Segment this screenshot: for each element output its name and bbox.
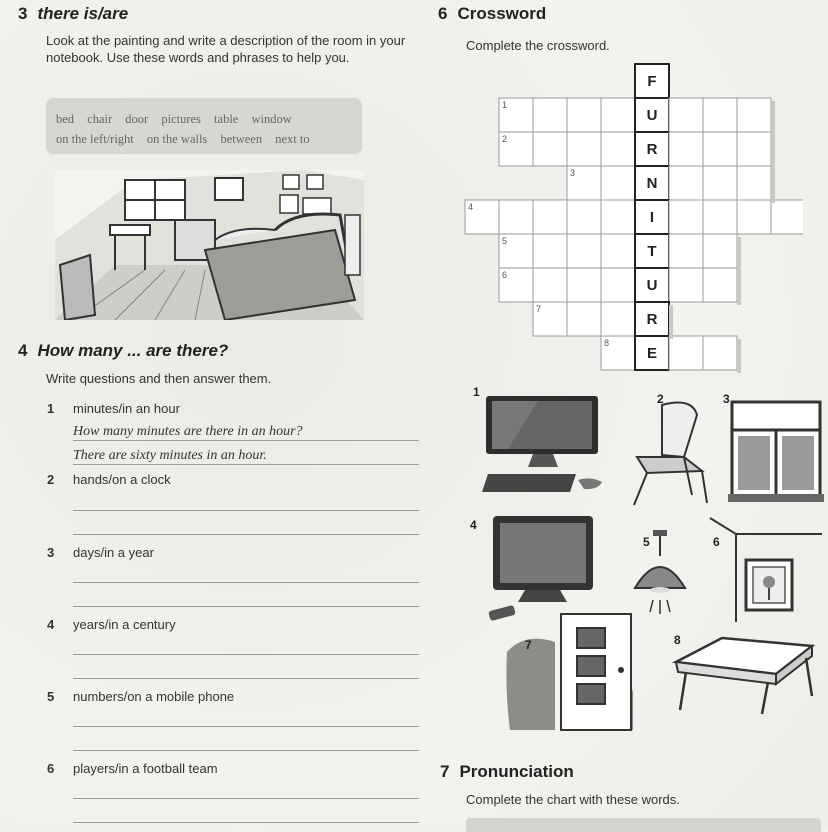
crossword-clue-number: 6	[502, 270, 508, 280]
crossword-cell[interactable]	[669, 132, 703, 166]
crossword-clue-number: 2	[502, 134, 508, 144]
crossword-cell[interactable]	[567, 234, 601, 268]
crossword-cell[interactable]	[703, 98, 737, 132]
answer-line	[73, 440, 419, 441]
crossword-cell[interactable]	[567, 200, 601, 234]
question-number: 1	[47, 401, 55, 416]
door-icon	[505, 612, 635, 732]
answer-line[interactable]	[73, 534, 419, 535]
word-chair: chair	[87, 112, 113, 126]
question-prompt: minutes/in an hour	[73, 401, 180, 416]
crossword-cell[interactable]	[771, 200, 803, 234]
table-icon	[672, 626, 822, 716]
crossword-cell[interactable]	[601, 98, 635, 132]
question-number: 3	[47, 545, 55, 560]
crossword-cell[interactable]	[737, 98, 771, 132]
crossword-cell[interactable]	[533, 268, 567, 302]
section-4-instruction: Write questions and then answer them.	[46, 371, 272, 386]
section-heading: Crossword	[457, 4, 547, 23]
crossword-grid	[463, 62, 803, 374]
question-number: 2	[47, 472, 55, 487]
picture-number: 6	[713, 535, 720, 549]
answer-question-text: How many minutes are there in an hour?	[73, 424, 303, 439]
crossword-cell[interactable]	[703, 166, 737, 200]
answer-line[interactable]	[73, 678, 419, 679]
question-item	[47, 617, 176, 632]
crossword-cell[interactable]	[567, 132, 601, 166]
section-6-title	[438, 4, 546, 24]
picture-chair	[622, 395, 717, 510]
answer-line[interactable]	[73, 582, 419, 583]
section-number: 4	[18, 341, 28, 360]
picture-wall-picture	[706, 514, 822, 624]
framed-picture-icon	[706, 514, 822, 624]
crossword-cell[interactable]	[499, 200, 533, 234]
crossword-clue-number: 7	[536, 304, 542, 314]
bedroom-painting-image	[55, 170, 364, 320]
crossword-letter: E	[646, 345, 658, 362]
question-prompt: hands/on a clock	[73, 472, 171, 487]
crossword-cells	[465, 64, 803, 373]
word-box	[46, 98, 362, 154]
crossword-cell[interactable]	[737, 200, 771, 234]
lamp-icon	[615, 528, 705, 623]
crossword-cell[interactable]	[567, 302, 601, 336]
answer-statement-text: There are sixty minutes in an hour.	[73, 448, 267, 463]
crossword-cell[interactable]	[567, 268, 601, 302]
crossword-shadow	[737, 237, 741, 271]
crossword-shadow	[737, 339, 741, 373]
section-number: 7	[440, 762, 450, 781]
question-prompt: players/in a football team	[73, 761, 218, 776]
section-7-instruction: Complete the chart with these words.	[466, 792, 680, 807]
crossword-cell[interactable]	[703, 268, 737, 302]
picture-lamp	[615, 528, 705, 623]
crossword-clue-number: 4	[468, 202, 474, 212]
crossword-shadow	[771, 101, 775, 135]
crossword-letter: R	[646, 311, 658, 328]
word-table: table	[214, 112, 239, 126]
question-prompt: years/in a century	[73, 617, 176, 632]
window-icon	[728, 398, 824, 504]
picture-number: 5	[643, 535, 650, 549]
crossword-shadow	[771, 169, 775, 203]
section-6-instruction: Complete the crossword.	[466, 38, 610, 53]
question-item	[47, 401, 180, 416]
answer-line[interactable]	[73, 798, 419, 799]
crossword-cell[interactable]	[669, 166, 703, 200]
answer-line[interactable]	[73, 510, 419, 511]
word-next-to: next to	[275, 132, 310, 146]
answer-line	[73, 464, 419, 465]
section-7-title	[440, 762, 574, 782]
picture-door	[505, 612, 635, 732]
section-4-title	[18, 341, 228, 361]
crossword-cell[interactable]	[601, 234, 635, 268]
computer-icon	[478, 392, 608, 502]
crossword-cell[interactable]	[533, 200, 567, 234]
question-item	[47, 545, 154, 560]
section-number: 3	[18, 4, 28, 23]
section-number: 6	[438, 4, 448, 23]
crossword-letter: R	[646, 141, 658, 158]
crossword-cell[interactable]	[601, 200, 635, 234]
crossword-shadow	[669, 305, 673, 339]
section-heading: Pronunciation	[459, 762, 574, 781]
word-left-right: on the left/right	[56, 132, 134, 146]
question-prompt: days/in a year	[73, 545, 154, 560]
crossword-cell[interactable]	[669, 234, 703, 268]
picture-computer	[478, 392, 608, 502]
crossword-clue-number: 3	[570, 168, 576, 178]
picture-number: 2	[657, 392, 664, 406]
question-item	[47, 761, 218, 776]
chair-icon	[622, 395, 717, 510]
crossword-letter: T	[647, 243, 657, 260]
crossword-cell[interactable]	[703, 200, 737, 234]
crossword-cell[interactable]	[601, 302, 635, 336]
crossword-cell[interactable]	[601, 132, 635, 166]
picture-number: 3	[723, 392, 730, 406]
section-3-instruction: Look at the painting and write a description of the room in your notebook. Use these words and phrases to help you.	[46, 33, 406, 65]
crossword-letter: U	[646, 107, 658, 124]
picture-number: 1	[473, 385, 480, 399]
section-heading: How many ... are there?	[37, 341, 229, 360]
word-on-walls: on the walls	[146, 132, 208, 146]
word-bed: bed	[56, 112, 75, 126]
crossword-clue-number: 5	[502, 236, 508, 246]
section-3-title	[18, 4, 128, 24]
picture-window	[728, 398, 824, 504]
question-number: 6	[47, 761, 55, 776]
picture-number: 7	[525, 638, 532, 652]
crossword-cell[interactable]	[737, 132, 771, 166]
answer-line[interactable]	[73, 654, 419, 655]
crossword-letter: U	[646, 277, 658, 294]
crossword-cell[interactable]	[601, 166, 635, 200]
picture-number: 8	[674, 633, 681, 647]
crossword-cell[interactable]	[703, 132, 737, 166]
crossword-shadow	[771, 135, 775, 169]
picture-table	[672, 626, 822, 716]
word-between: between	[220, 132, 263, 146]
crossword-letter: F	[647, 73, 657, 90]
question-number: 5	[47, 689, 55, 704]
answer-line[interactable]	[73, 726, 419, 727]
picture-number: 4	[470, 518, 477, 532]
crossword-cell[interactable]	[567, 98, 601, 132]
crossword-letter: I	[649, 209, 655, 226]
pronunciation-word-box	[466, 818, 821, 832]
crossword-cell[interactable]	[703, 234, 737, 268]
answer-line[interactable]	[73, 822, 419, 823]
word-window: window	[251, 112, 292, 126]
crossword-letter: N	[646, 175, 658, 192]
crossword-cell[interactable]	[533, 98, 567, 132]
crossword-cell[interactable]	[737, 166, 771, 200]
answer-line[interactable]	[73, 750, 419, 751]
section-heading: there is/are	[37, 4, 129, 23]
question-item	[47, 689, 234, 704]
crossword-clue-number: 1	[502, 100, 508, 110]
answer-line[interactable]	[73, 606, 419, 607]
word-pictures: pictures	[161, 112, 201, 126]
crossword-clue-number: 8	[604, 338, 610, 348]
crossword-cell[interactable]	[533, 132, 567, 166]
crossword-cell[interactable]	[669, 98, 703, 132]
crossword-cell[interactable]	[669, 336, 703, 370]
crossword-cell[interactable]	[669, 200, 703, 234]
crossword-shadow	[737, 271, 741, 305]
word-door: door	[125, 112, 149, 126]
crossword-cell[interactable]	[533, 234, 567, 268]
question-item	[47, 472, 171, 487]
crossword-cell[interactable]	[669, 268, 703, 302]
crossword-cell[interactable]	[703, 336, 737, 370]
question-number: 4	[47, 617, 55, 632]
crossword-cell[interactable]	[601, 268, 635, 302]
question-prompt: numbers/on a mobile phone	[73, 689, 235, 704]
